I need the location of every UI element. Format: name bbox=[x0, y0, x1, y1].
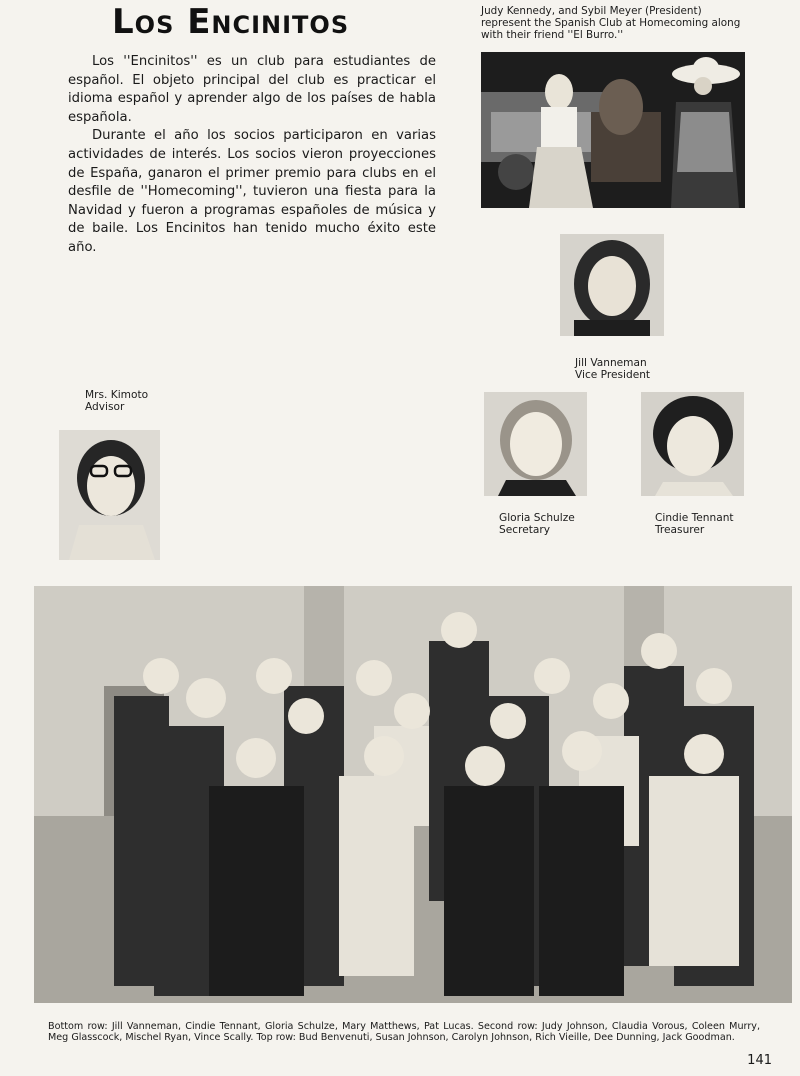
officer-name: Gloria Schulze bbox=[499, 512, 575, 524]
officer-photo-secretary bbox=[484, 392, 587, 496]
advisor-caption bbox=[85, 389, 205, 413]
intro-text bbox=[68, 53, 436, 258]
officer-name: Jill Vanneman bbox=[575, 357, 647, 369]
page-title: Los Encinitos bbox=[112, 2, 350, 42]
officer-name: Cindie Tennant bbox=[655, 512, 734, 524]
officer-caption-secretary bbox=[499, 512, 619, 536]
intro-paragraph: Durante el año los socios participaron en varias actividades de interés. Los socios vieron proyecciones de España, ganaron el primer premio para clubs en el desfile de ''Homecoming'', tuvieron una fiesta para la Navidad y fueron a programas españoles de música y de baile. Los Encinitos han tenido mucho éxito este año. bbox=[68, 128, 436, 255]
group-photo-caption: Bottom row: Jill Vanneman, Cindie Tennant, Gloria Schulze, Mary Matthews, Pat Lucas. Second row: Judy Johnson, Claudia Vorous, Coleen Murry, Meg Glasscock, Mischel Ryan, Vince Scally. Top row: Bud Benvenuti, Susan Johnson, Carolyn Johnson, Rich Vieille, Dee Dunning, Jack Goodman. bbox=[48, 1021, 760, 1044]
page-number: 141 bbox=[747, 1053, 772, 1068]
homecoming-photo bbox=[481, 52, 745, 208]
homecoming-photo-caption: Judy Kennedy, and Sybil Meyer (President) represent the Spanish Club at Homecoming along with their friend ''El Burro.'' bbox=[481, 5, 741, 41]
officer-role: Treasurer bbox=[655, 524, 705, 536]
officer-caption-vice-president bbox=[575, 357, 695, 381]
officer-photo-treasurer bbox=[641, 392, 744, 496]
officer-caption-treasurer bbox=[655, 512, 775, 536]
officer-photo-vice-president bbox=[560, 234, 664, 336]
advisor-photo bbox=[59, 430, 160, 560]
advisor-role: Advisor bbox=[85, 401, 125, 413]
intro-paragraph: Los ''Encinitos'' es un club para estudiantes de español. El objeto principal del club es practicar el idioma español y aprender algo de los países de habla española. bbox=[68, 54, 436, 125]
advisor-name: Mrs. Kimoto bbox=[85, 389, 149, 401]
officer-role: Secretary bbox=[499, 524, 550, 536]
group-photo bbox=[34, 586, 792, 1003]
officer-role: Vice President bbox=[575, 369, 651, 381]
